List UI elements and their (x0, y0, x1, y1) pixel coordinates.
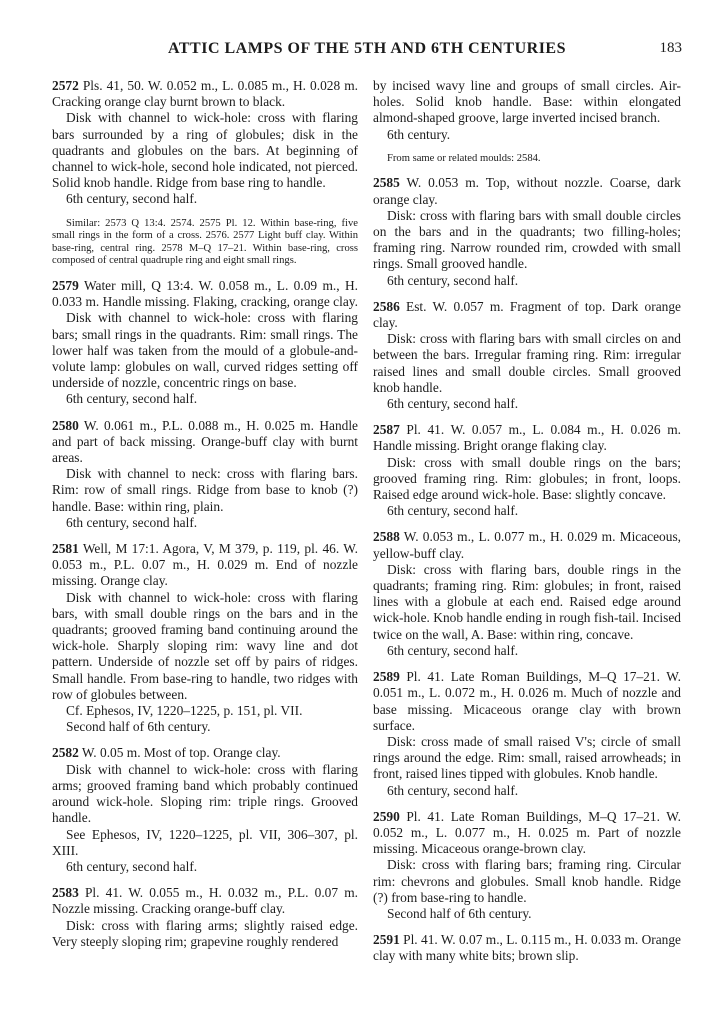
catalog-entry (52, 78, 358, 208)
catalog-entry (52, 745, 358, 875)
catalog-entry (52, 885, 358, 950)
catalog-number: 2579 (52, 278, 79, 293)
entry-paragraph: 6th century, second half. (387, 503, 519, 519)
catalog-entry (373, 422, 681, 519)
catalog-entry (52, 541, 358, 735)
catalog-note (52, 218, 358, 268)
catalog-entry (373, 932, 681, 964)
entry-paragraph: Second half of 6th century. (387, 905, 532, 921)
entry-first-paragraph (373, 175, 681, 207)
entry-description: W. 0.05 m. Most of top. Orange clay. (81, 745, 281, 761)
entry-paragraph: Disk with channel to wick-hole: cross with flaring arms; grooved framing band which probably continued around wick-hole. Sloping rim: triple rings. Grooved handle. (52, 761, 358, 826)
page-number: 183 (659, 40, 682, 56)
entry-paragraph: 6th century, second half. (387, 396, 519, 412)
entry-description: Well, M 17:1. Agora, V, M 379, p. 119, pl. 46. W. 0.053 m., P.L. 0.07 m., H. 0.029 m. End of nozzle missing. Orange clay. (52, 541, 358, 589)
entry-first-paragraph (373, 669, 681, 734)
entry-paragraph: 6th century, second half. (66, 858, 198, 874)
entry-paragraph: by incised wavy line and groups of small circles. Air-holes. Solid knob handle. Base: within elongated almond-shaped groove, large inverted incised branch. (373, 78, 681, 126)
entry-paragraph: Second half of 6th century. (66, 719, 211, 735)
entry-paragraph: 6th century, second half. (387, 272, 519, 288)
catalog-number: 2585 (373, 175, 400, 191)
entry-description: Pl. 41. W. 0.07 m., L. 0.115 m., H. 0.033 m. Orange clay with many white bits; brown slip. (373, 932, 681, 964)
entry-paragraph: 6th century, second half. (387, 782, 519, 798)
catalog-number: 2583 (52, 885, 79, 901)
entry-paragraph: Disk: cross with flaring bars with small double circles on the bars and in the quadrants; two filling-holes; framing ring. Narrow rounded rim, crowded with small rings. Small grooved handle. (373, 207, 681, 272)
catalog-number: 2589 (373, 669, 400, 685)
entry-first-paragraph (52, 278, 358, 310)
entry-paragraph: Disk: cross with flaring bars; framing ring. Circular rim: chevrons and globules. Small knob handle. Ridge (?) from base-ring to handle. (373, 857, 681, 905)
entry-paragraph: Cf. Ephesos, IV, 1220–1225, p. 151, pl. VII. (66, 703, 303, 719)
entry-first-paragraph (52, 885, 358, 917)
catalog-number: 2591 (373, 932, 400, 948)
catalog-note (373, 153, 681, 166)
entry-paragraph: 6th century, second half. (66, 191, 198, 207)
entry-paragraph: Disk: cross with flaring bars with small circles on and between the bars. Irregular framing ring. Rim: irregular raised lines and small double circles. Small grooved knob handle. (373, 331, 681, 395)
entry-paragraph: Disk with channel to neck: cross with flaring bars. Rim: row of small rings. Ridge from base to knob (?) handle. Base: within ring, plain. (52, 466, 358, 514)
entry-paragraph: 6th century. (387, 126, 451, 142)
catalog-entry (373, 529, 681, 659)
catalog-entry (52, 278, 358, 408)
catalog-entry (373, 299, 681, 412)
entry-paragraph: Disk: cross made of small raised V's; circle of small rings around the edge. Rim: small, raised arrowheads; in front, raised lines tipped with globules. Knob handle. (373, 733, 681, 782)
entry-description: Pl. 41. Late Roman Buildings, M–Q 17–21. W. 0.052 m., L. 0.077 m., H. 0.025 m. Part of nozzle missing. Micaceous orange-brown clay. (373, 808, 681, 857)
entry-description: Est. W. 0.057 m. Fragment of top. Dark orange clay. (373, 298, 681, 331)
catalog-number: 2581 (52, 541, 79, 557)
entry-first-paragraph (373, 299, 681, 331)
entry-paragraph: 6th century, second half. (387, 642, 519, 658)
entry-description: Pl. 41. W. 0.057 m., L. 0.084 m., H. 0.026 m. Handle missing. Bright orange flaking clay. (373, 422, 681, 454)
catalog-entry (373, 175, 681, 288)
page-header (52, 40, 682, 60)
entry-first-paragraph (52, 745, 358, 761)
entry-first-paragraph (373, 809, 681, 858)
entry-continuation (373, 78, 681, 143)
entry-first-paragraph (373, 422, 681, 454)
running-title: ATTIC LAMPS OF THE 5TH AND 6TH CENTURIES (168, 40, 566, 57)
entry-paragraph: 6th century, second half. (66, 391, 198, 407)
catalog-number: 2586 (373, 298, 400, 314)
entry-first-paragraph (52, 418, 358, 467)
entry-first-paragraph (52, 541, 358, 590)
catalog-entry (373, 669, 681, 799)
entry-first-paragraph (52, 78, 358, 110)
entry-description: Pls. 41, 50. W. 0.052 m., L. 0.085 m., H. 0.028 m. Cracking orange clay burnt brown to black. (52, 78, 358, 110)
catalog-number: 2590 (373, 808, 400, 824)
entry-description: W. 0.053 m. Top, without nozzle. Coarse, dark orange clay. (373, 175, 681, 207)
entry-description: Pl. 41. W. 0.055 m., H. 0.032 m., P.L. 0.07 m. Nozzle missing. Cracking orange-buff clay. (52, 885, 358, 917)
entry-description: W. 0.053 m., L. 0.077 m., H. 0.029 m. Micaceous, yellow-buff clay. (373, 529, 682, 561)
entry-paragraph: Disk with channel to wick-hole: cross with flaring bars surrounded by a ring of globules; disk in the quadrants and globules on the bars. At beginning of channel to wick-hole, second hole indicated, not pierced. Solid knob handle. Ridge from base ring to handle. (52, 110, 358, 191)
catalog-number: 2587 (373, 422, 400, 438)
catalog-entry (373, 809, 681, 922)
right-column (373, 78, 681, 975)
entry-description: Pl. 41. Late Roman Buildings, M–Q 17–21. W. 0.051 m., L. 0.072 m., H. 0.026 m. Much of nozzle and base missing. Micaceous orange clay with brown surface. (373, 669, 681, 733)
catalog-number: 2588 (373, 529, 400, 545)
entry-description: W. 0.061 m., P.L. 0.088 m., H. 0.025 m. Handle and part of back missing. Orange-buff clay with burnt areas. (52, 417, 358, 466)
catalog-number: 2582 (52, 745, 79, 761)
entry-paragraph: Disk with channel to wick-hole: cross with flaring bars, with small double rings on the bars and in the quadrants; grooved framing band continuing around the wick-hole. Sharply sloping rim: wavy line and dot pattern. Underside of nozzle set off by pairs of ridges. Small handle. From base-ring to handle, two ridges with row of globules between. (52, 589, 358, 702)
entry-paragraph: 6th century, second half. (66, 514, 198, 530)
entry-first-paragraph (373, 932, 681, 964)
entry-paragraph: Disk: cross with flaring bars, double rings in the quadrants; framing ring. Rim: globules; in front, raised lines with a globule at each end. Raised edge around wick-hole. Knob handle ending in rough fish-tail. Incised twice on the wall, A. Base: within ring, concave. (373, 561, 681, 642)
entry-description: Water mill, Q 13:4. W. 0.058 m., L. 0.09 m., H. 0.033 m. Handle missing. Flaking, cracking, orange clay. (52, 278, 359, 310)
entry-paragraph: Disk: cross with flaring arms; slightly raised edge. Very steeply sloping rim; grapevine roughly rendered (52, 917, 358, 949)
catalog-number: 2580 (52, 417, 79, 433)
catalog-number: 2572 (52, 78, 79, 93)
catalog-entry (52, 418, 358, 531)
entry-paragraph: See Ephesos, IV, 1220–1225, pl. VII, 306–307, pl. XIII. (52, 826, 358, 858)
note-text: Similar: 2573 Q 13:4. 2574. 2575 Pl. 12. Within base-ring, five small rings in the form of a cross. 2576. 2577 Light buff clay. Within base-ring, central ring. 2578 M–Q 17–21. Within base-ring, cross composed of central quadruple ring and eight small rings. (52, 217, 358, 267)
entry-first-paragraph (373, 529, 681, 561)
entry-paragraph: Disk with channel to wick-hole: cross with flaring bars; small rings in the quadrants. Rim: small rings. The lower half was taken from the mould of a globule-and-volute lamp: globules on wall, curved ridges setting off underside of nozzle, concentric rings on base. (52, 310, 358, 391)
entry-paragraph: Disk: cross with small double rings on the bars; grooved framing ring. Rim: globules; in front, loops. Raised edge around wick-hole. Base: slightly concave. (373, 454, 681, 503)
note-text: From same or related moulds: 2584. (387, 152, 541, 164)
left-column (52, 78, 358, 960)
